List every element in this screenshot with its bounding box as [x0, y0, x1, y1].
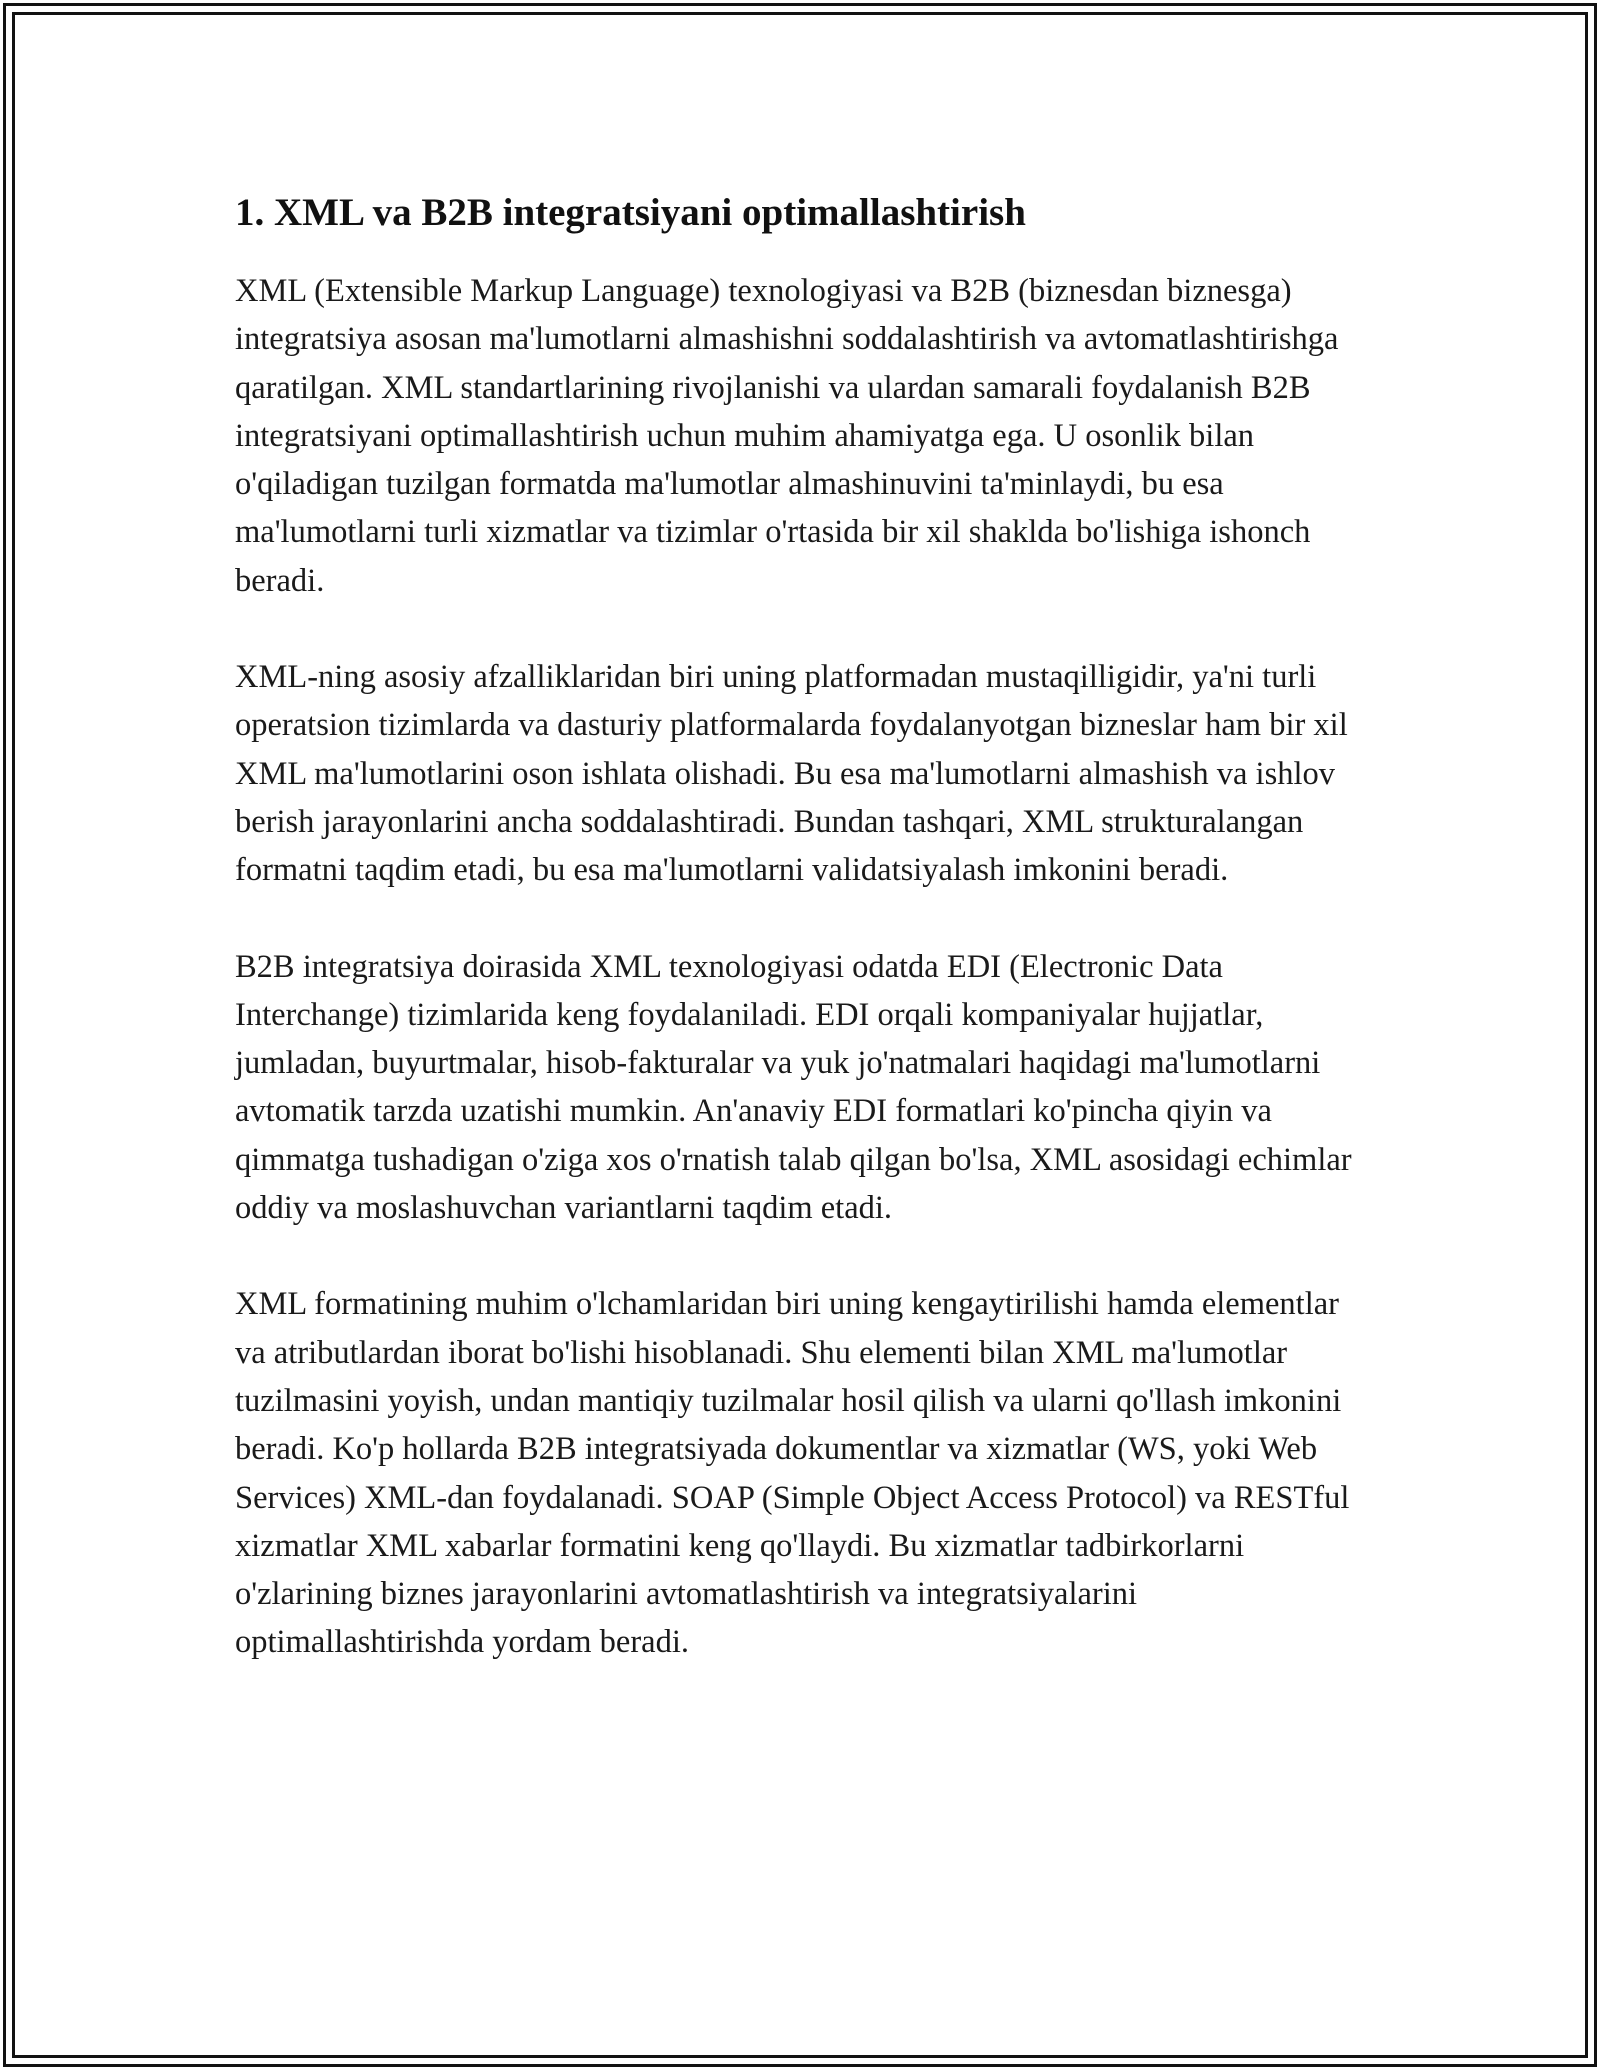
- paragraph-4: XML formatining muhim o'lchamlaridan biri uning kengaytirilishi hamda elementlar va atributlardan iborat bo'lishi hisoblanadi. Shu elementi bilan XML ma'lumotlar tuzilmasini yoyish, undan mantiqiy tuzilmalar hosil qilish va ularni qo'llash imkonini beradi. Ko'p hollarda B2B integratsiyada dokumentlar va xizmatlar (WS, yoki Web Services) XML-dan foydalanadi. SOAP (Simple Object Access Protocol) va RESTful xizmatlar XML xabarlar formatini keng qo'llaydi. Bu xizmatlar tadbirkorlarni o'zlarining biznes jarayonlarini avtomatlashtirish va integratsiyalarini optimallashtirishda yordam beradi.: [235, 1286, 1350, 1661]
- paragraph-1: XML (Extensible Markup Language) texnologiyasi va B2B (biznesdan biznesga) integratsiya asosan ma'lumotlarni almashishni soddalashtirish va avtomatlashtirishga qaratilgan. XML standartlarining rivojlanishi va ulardan samarali foydalanish B2B integratsiyani optimallashtirish uchun muhim ahamiyatga ega. U osonlik bilan o'qiladigan tuzilgan formatda ma'lumotlar almashinuvini ta'minlaydi, bu esa ma'lumotlarni turli xizmatlar va tizimlar o'rtasida bir xil shaklda bo'lishiga ishonch beradi.: [235, 273, 1339, 599]
- document-body: [235, 185, 1370, 1715]
- paragraph-3: B2B integratsiya doirasida XML texnologiyasi odatda EDI (Electronic Data Interchange) tizimlarida keng foydalaniladi. EDI orqali kompaniyalar hujjatlar, jumladan, buyurtmalar, hisob-fakturalar va yuk jo'natmalari haqidagi ma'lumotlarni avtomatik tarzda uzatishi mumkin. An'anaviy EDI formatlari ko'pincha qiyin va qimmatga tushadigan o'ziga xos o'rnatish talab qilgan bo'lsa, XML asosidagi echimlar oddiy va moslashuvchan variantlarni taqdim etadi.: [235, 948, 1352, 1227]
- section-heading: 1. XML va B2B integratsiyani optimallashtirish: [235, 191, 1026, 234]
- paragraph-2: XML-ning asosiy afzalliklaridan biri uning platformadan mustaqilligidir, ya'ni turli operatsion tizimlarda va dasturiy platformalarda foydalanyotgan bizneslar ham bir xil XML ma'lumotlarini oson ishlata olishadi. Bu esa ma'lumotlarni almashish va ishlov berish jarayonlarini ancha soddalashtiradi. Bundan tashqari, XML strukturalangan formatni taqdim etadi, bu esa ma'lumotlarni validatsiyalash imkonini beradi.: [235, 659, 1348, 889]
